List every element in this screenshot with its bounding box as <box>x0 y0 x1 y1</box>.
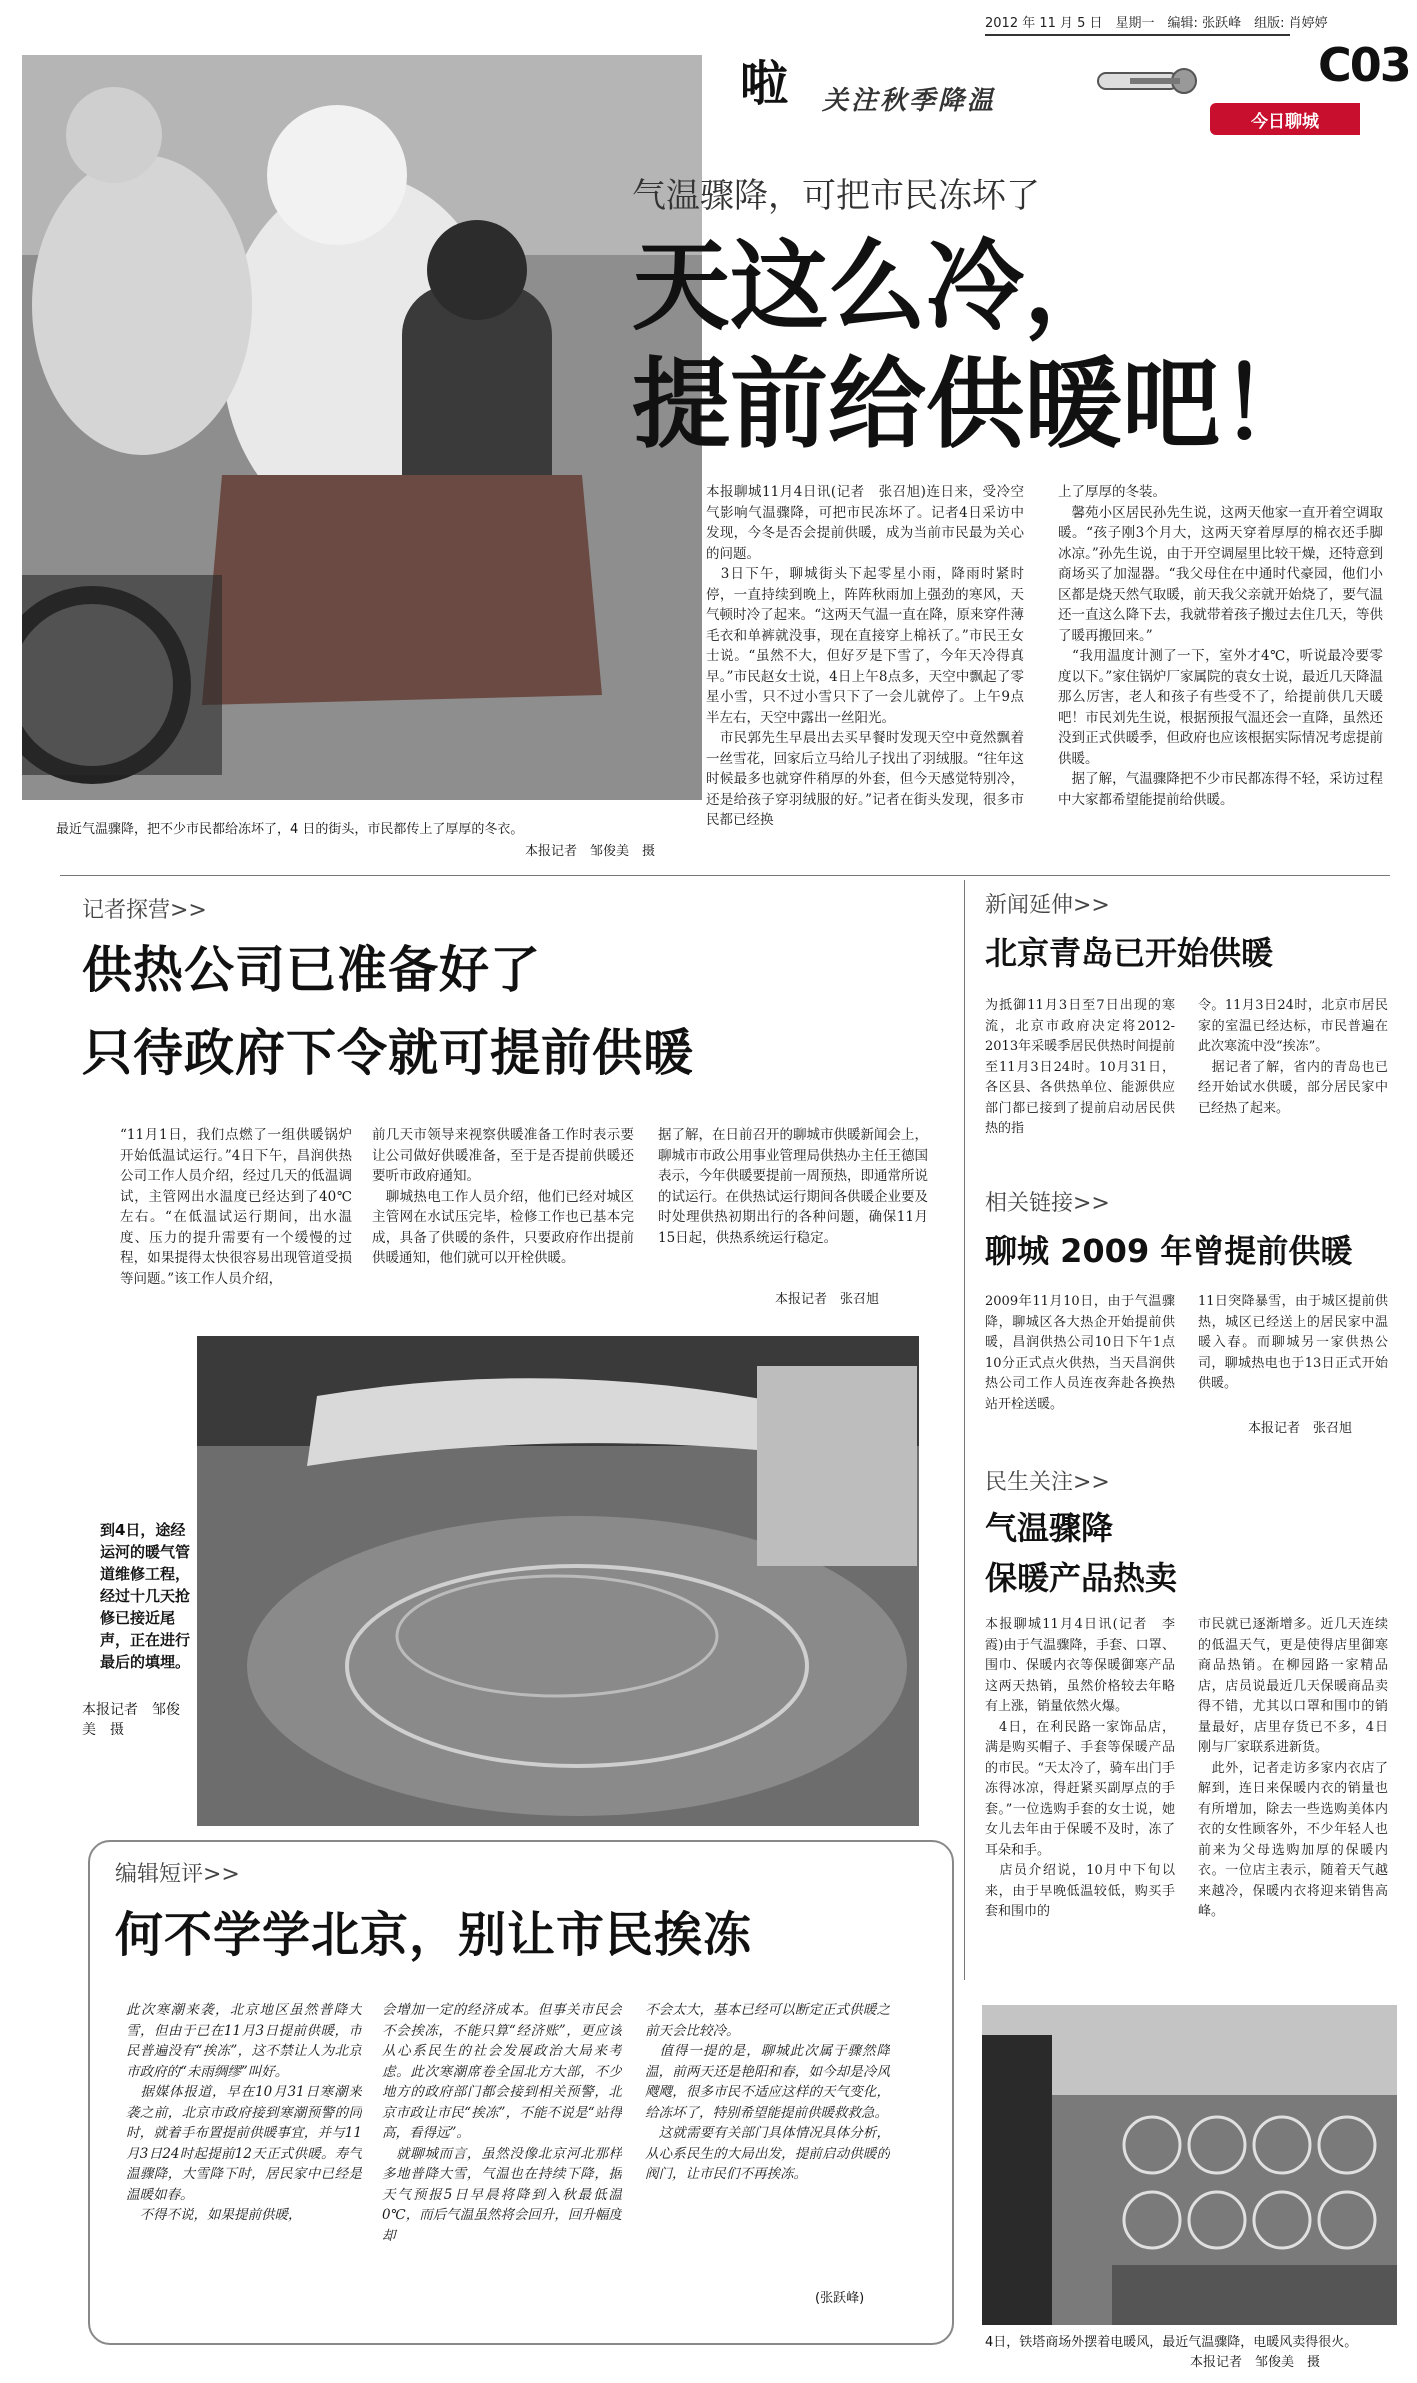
lead-article-col2: 上了厚厚的冬装。 馨苑小区居民孙先生说，这两天他家一直开着空调取暖。“孩子刚3个月大，这两天穿着厚厚的棉衣还手脚冰凉。”孙先生说，由于开空调屋里比较干燥，还特意到商场买了加湿器。“我父母住在中通时代豪园，他们小区都是烧天然气取暖，前天我父亲就开始烧了，要气温还一直这么降下去，我就带着孩子搬过去住几天，等供了暖再搬回来。” “我用温度计测了一下，室外才4℃，听说最冷要零度以下。”家住锅炉厂家属院的袁女士说，最近几天降温那么厉害，老人和孩子有些受不了，给提前供几天暖吧！市民刘先生说，根据预报气温还会一直降，虽然还没到正式供暖季，但政府也应该根据实际情况考虑提前供暖。 据了解，气温骤降把不少市民都冻得不轻，采访过程中大家都希望能提前给供暖。 <box>1058 484 1383 808</box>
livelihood-headline-line2: 保暖产品热卖 <box>985 1559 1178 1597</box>
livelihood-photo-credit: 本报记者 邹俊美 摄 <box>1190 2355 1321 2370</box>
livelihood-col1: 本报聊城11月4日讯(记者 李霞)由于气温骤降，手套、口罩、围巾、保暖内衣等保暖御寒产品这两天热销，虽然价格较去年略有上涨，销量依然火爆。 4日，在利民路一家饰品店，满是购买帽子、手套等保暖产品的市民。“天太冷了，骑车出门手冻得冰凉，得赶紧买副厚点的手套。”一位选购手套的女士说，她女儿去年由于保暖不及时，冻了耳朵和手。 店员介绍说，10月中下旬以来，由于早晚低温较低，购买手套和围巾的 <box>985 1617 1175 1919</box>
link2009-col1: 2009年11月10日，由于气温骤降，聊城区各大热企开始提前供暖，昌润供热公司10日下午1点10分正式点火供热，当天昌润供热公司工作人员连夜奔赴各换热站开栓送暖。 <box>985 1294 1175 1412</box>
banner-slogan: 关注秋季降温 <box>822 86 997 116</box>
date-line: 2012 年 11 月 5 日 星期一 编辑: 张跃峰 组版: 肖婷婷 <box>985 16 1328 31</box>
link2009-col2: 11日突降暴雪，由于城区提前供热，城区已经送上的居民家中温暖入春。而聊城另一家供热公司，聊城热电也于13日正式开始供暖。 <box>1198 1294 1388 1391</box>
probe-byline: 本报记者 张召旭 <box>775 1292 880 1307</box>
probe-headline-line1: 供热公司已准备好了 <box>82 941 541 999</box>
column-divider <box>964 880 965 1980</box>
livelihood-headline-line1: 气温骤降 <box>985 1509 1114 1547</box>
lead-photo-credit: 本报记者 邹俊美 摄 <box>525 844 656 859</box>
livelihood-col2: 市民就已逐渐增多。近几天连续的低温天气，更是使得店里御寒商品热销。在柳园路一家精品店，店员说最近几天保暖商品卖得不错，尤其以口罩和围巾的销量最好，店里存货已不多，4日刚与厂家联系进新货。 此外，记者走访多家内衣店了解到，连日来保暖内衣的销量也有所增加，除去一些选购美体内衣的女性顾客外，不少年轻人也前来为父母选购加厚的保暖内衣。一位店主表示，随着天气越来越冷，保暖内衣将迎来销售高峰。 <box>1198 1617 1388 1919</box>
probe-photo-caption: 到4日，途经运河的暖气管道维修工程，经过十几天抢修已接近尾声，正在进行最后的填埋。 <box>100 1521 191 1671</box>
comment-byline: (张跃峰) <box>815 2291 865 2306</box>
lead-photo <box>22 55 702 800</box>
lead-headline-line2: 提前给供暖吧！ <box>632 348 1319 462</box>
probe-article-col3: 据了解，在日前召开的聊城市供暖新闻会上，聊城市市政公用事业管理局供热办主任王德国表示，今年供暖要提前一周预热，即通常所说的试运行。在供热试运行期间各供暖企业要及时处理供热初期出行的各种问题，确保11月15日起，供热系统运行稳定。 <box>658 1127 928 1246</box>
probe-article-col1: “11月1日，我们点燃了一组供暖锅炉开始低温试运行。”4日下午，昌润供热公司工作人员介绍，经过几天的低温调试，主管网出水温度已经达到了40℃左右。“在低温试运行期间，出水温度、压力的提升需要有一个缓慢的过程，如果提得太快很容易出现管道受损等问题。”该工作人员介绍， <box>120 1127 352 1287</box>
probe-photo-credit: 本报记者 邹俊美 摄 <box>82 1702 180 1738</box>
livelihood-photo-caption: 4日，铁塔商场外摆着电暖风，最近气温骤降，电暖风卖得很火。 <box>985 2335 1358 2350</box>
lead-kicker: 气温骤降，可把市民冻坏了 <box>632 176 1040 216</box>
comment-kicker: 编辑短评>> <box>115 1862 240 1887</box>
lead-headline-line1: 天这么冷， <box>632 230 1123 344</box>
probe-photo <box>197 1336 919 1826</box>
livelihood-photo <box>982 2005 1397 2325</box>
comment-col1: 此次寒潮来袭，北京地区虽然普降大雪，但由于已在11月3日提前供暖，市民普遍没有“挨冻”，这不禁让人为北京市政府的“未雨绸缪”叫好。 据媒体报道，早在10月31日寒潮来袭之前，北京市政府接到寒潮预警的同时，就着手布置提前供暖事宜，并与11月3日24时起提前12天正式供暖。寿气温骤降，大雪降下时，居民家中已经是温暖如春。 不得不说，如果提前供暖， <box>126 2002 362 2223</box>
link2009-kicker: 相关链接>> <box>985 1191 1110 1216</box>
section-divider <box>60 875 1390 876</box>
comment-col3: 不会太大，基本已经可以断定正式供暖之前天会比较冷。 值得一提的是，聊城此次属于骤然降温，前两天还是艳阳和春，如今却是冷风飕飕，很多市民不适应这样的天气变化，给冻坏了，特别希望能提前供暖救救急。 这就需要有关部门具体情况具体分析，从心系民生的大局出发，提前启动供暖的阀门，让市民们不再挨冻。 <box>645 2002 890 2182</box>
header-rule <box>985 34 1290 36</box>
extension-col1: 为抵御11月3日至7日出现的寒流，北京市政府决定将2012-2013年采暖季居民供热时间提前至11月3日24时。10月31日，各区县、各供热单位、能源供应部门都已接到了提前启动居民供热的指 <box>985 998 1175 1136</box>
probe-kicker: 记者探营>> <box>82 898 207 923</box>
extension-headline: 北京青岛已开始供暖 <box>985 934 1274 972</box>
lead-photo-caption: 最近气温骤降，把不少市民都给冻坏了，4 日的街头，市民都传上了厚厚的冬衣。 <box>56 822 524 837</box>
extension-col2: 令。11月3日24时，北京市居民家的室温已经达标，市民普遍在此次寒流中没“挨冻”。 据记者了解，省内的青岛也已经开始试水供暖，部分居民家中已经热了起来。 <box>1198 998 1388 1116</box>
link2009-headline: 聊城 2009 年曾提前供暖 <box>985 1232 1353 1270</box>
page-number: C03 <box>1318 38 1410 92</box>
section-tag-label: 今日聊城 <box>1251 112 1319 132</box>
probe-headline-line2: 只待政府下令就可提前供暖 <box>82 1024 694 1082</box>
livelihood-kicker: 民生关注>> <box>985 1470 1110 1495</box>
comment-headline: 何不学学北京，别让市民挨冻 <box>115 1907 753 1963</box>
thermometer-icon <box>1090 45 1200 125</box>
lead-article-col1: 本报聊城11月4日讯(记者 张召旭)连日来，受冷空气影响气温骤降，可把市民冻坏了。记者4日采访中发现，今冬是否会提前供暖，成为当前市民最为关心的问题。 3日下午，聊城街头下起零星小雨，降雨时紧时停，一直持续到晚上，阵阵秋雨加上强劲的寒风，天气顿时冷了起来。“这两天气温一直在降，原来穿件薄毛衣和单裤就没事，现在直接穿上棉袄了。”市民王女士说。“虽然不大，但好歹是下雪了，今年天冷得真早。”市民赵女士说，4日上午8点多，天空中飘起了零星小雪，只不过小雪只下了一会儿就停了。上午9点半左右，天空中露出一丝阳光。 市民郭先生早晨出去买早餐时发现天空中竟然飘着一丝雪花，回家后立马给儿子找出了羽绒服。“往年这时候最多也就穿件稍厚的外套，但今天感觉特别冷，还是给孩子穿羽绒服的好。”记者在街头发现，很多市民都已经换 <box>706 484 1024 828</box>
extension-kicker: 新闻延伸>> <box>985 893 1110 918</box>
banner-char: 啦 <box>740 56 789 112</box>
link2009-byline: 本报记者 张召旭 <box>1248 1421 1353 1436</box>
comment-col2: 会增加一定的经济成本。但事关市民会不会挨冻，不能只算“经济账”，更应该从心系民生的社会发展政治大局来考虑。此次寒潮席卷全国北方大部，不少地方的政府部门都会接到相关预警，北京市政让市民“挨冻”，不能不说是“站得高，看得远”。 就聊城而言，虽然没像北京河北那样多地普降大雪，气温也在持续下降，据天气预报5日早晨将降到入秋最低温0℃，而后气温虽然将会回升，回升幅度却 <box>382 2002 622 2244</box>
probe-article-col2: 前几天市领导来视察供暖准备工作时表示要让公司做好供暖准备，至于是否提前供暖还要听市政府通知。 聊城热电工作人员介绍，他们已经对城区主管网在水试压完毕，检修工作也已基本完成，具备了供暖的条件，只要政府作出提前供暖通知，他们就可以开栓供暖。 <box>372 1127 634 1266</box>
